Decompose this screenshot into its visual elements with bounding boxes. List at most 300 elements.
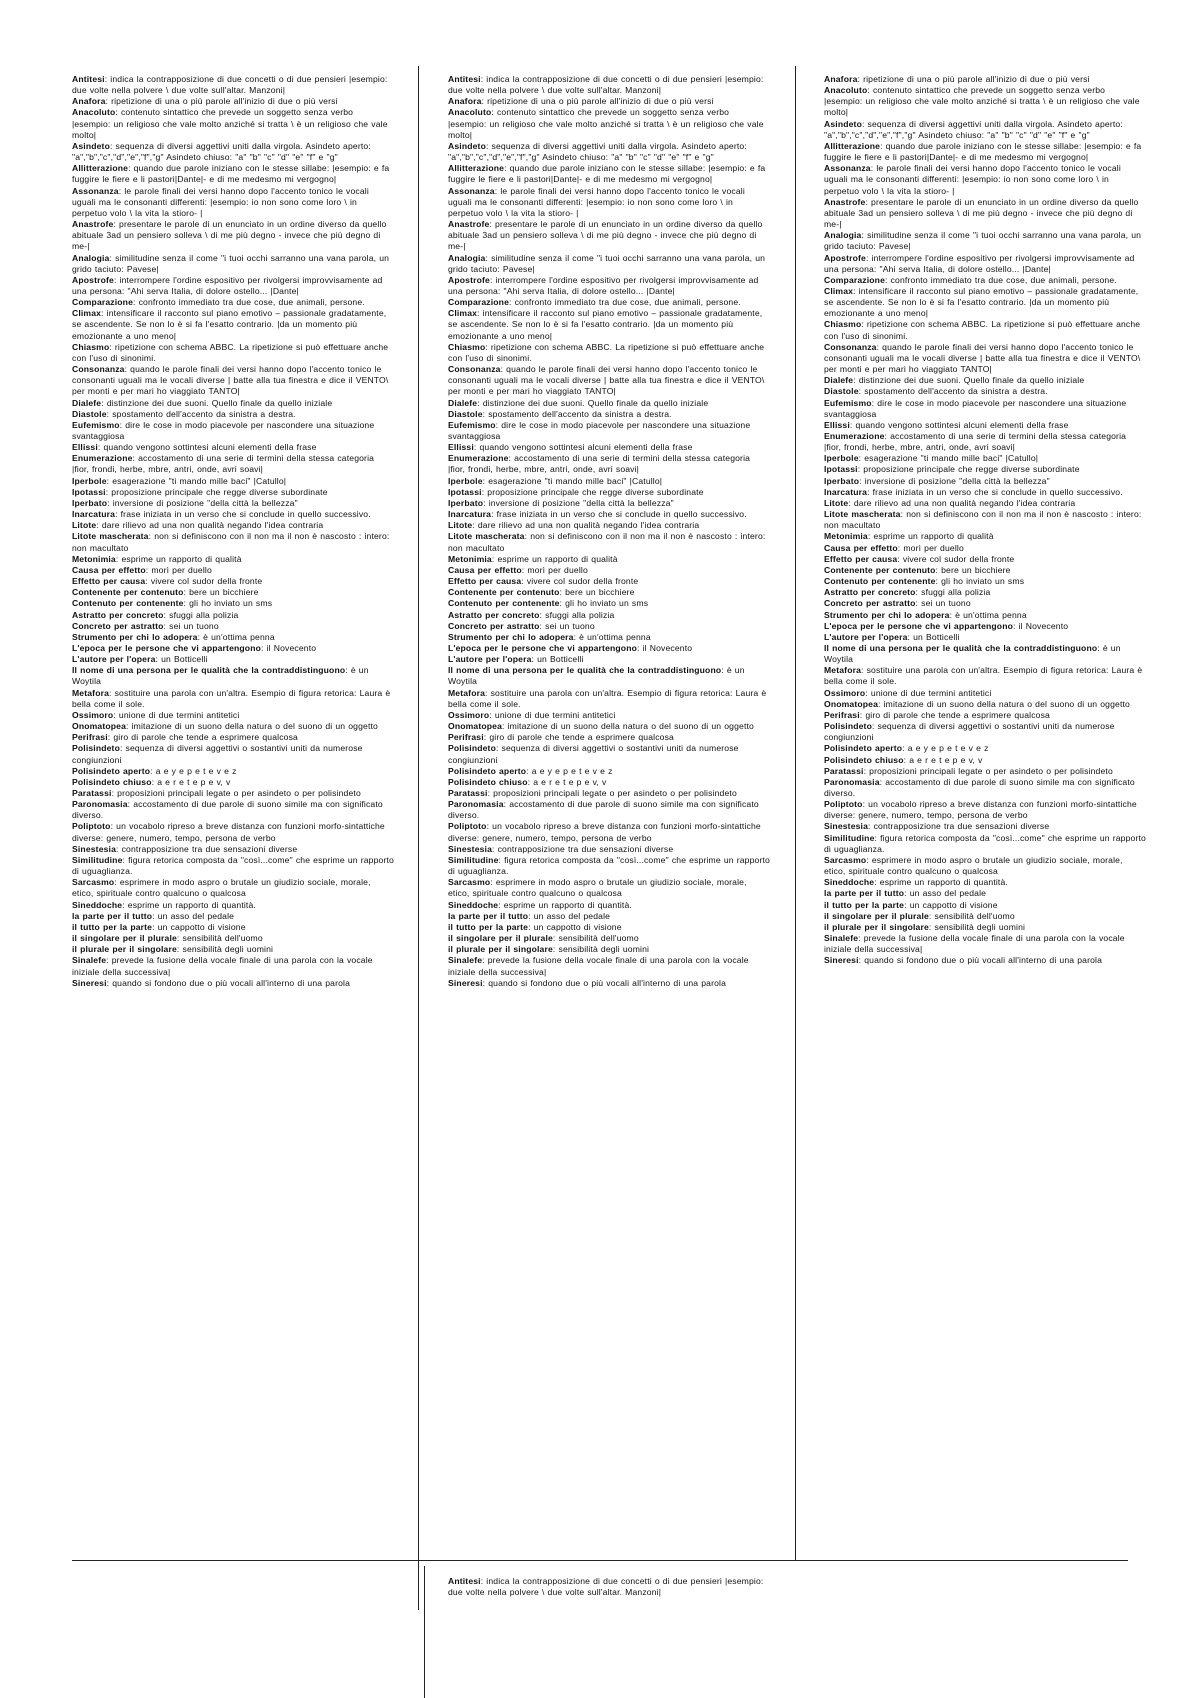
glossary-definition: ripetizione con schema ABBC. La ripetizione si può effettuare anche con l'uso di sinonimi. xyxy=(448,341,765,363)
glossary-entry xyxy=(448,978,770,989)
glossary-term: Eufemismo xyxy=(824,397,872,408)
glossary-term: Apostrofe xyxy=(448,274,490,285)
glossary-term: Anastrofe xyxy=(824,196,866,207)
glossary-entry xyxy=(448,420,770,442)
glossary-term: Sineddoche xyxy=(72,899,123,910)
term-separator: : xyxy=(902,743,908,754)
term-separator: : xyxy=(861,230,868,241)
glossary-term: Strumento per chi lo adopera xyxy=(824,609,950,620)
glossary-term: Causa per effetto xyxy=(448,564,522,575)
glossary-definition: dare rilievo ad una non qualità negando l'idea contraria xyxy=(101,520,324,531)
glossary-term: Sineddoche xyxy=(824,877,875,888)
term-separator: : xyxy=(503,799,510,810)
glossary-term: Sinalefe xyxy=(824,933,859,944)
glossary-term: Consonanza xyxy=(824,341,877,352)
glossary-entry xyxy=(448,710,770,721)
term-separator: : xyxy=(197,631,204,642)
glossary-definition: indica la contrapposizione di due concetti o di due pensieri |esempio: due volte nella polvere \ due volte sull'altar. Manzoni| xyxy=(448,1576,764,1598)
term-separator: : xyxy=(183,587,190,598)
glossary-entry xyxy=(824,877,1146,888)
glossary-term: la parte per il tutto xyxy=(824,888,905,899)
glossary-term: Sinestesia xyxy=(448,843,493,854)
glossary-definition: morì per duello xyxy=(903,542,964,553)
term-separator: : xyxy=(874,877,880,888)
glossary-definition: proposizione principale che regge diverse subordinate xyxy=(111,486,328,497)
term-separator: : xyxy=(867,531,874,542)
glossary-term: Polisindeto xyxy=(824,721,872,732)
glossary-term: il tutto per la parte xyxy=(824,899,905,910)
glossary-entry xyxy=(72,688,394,710)
glossary-definition: proposizione principale che regge diverse subordinate xyxy=(863,464,1080,475)
glossary-entry xyxy=(448,788,770,799)
glossary-definition: gli ho inviato un sms xyxy=(941,576,1025,587)
glossary-term: Ossimoro xyxy=(824,687,866,698)
glossary-definition: imitazione di un suono della natura o del suono di un oggetto xyxy=(131,721,378,732)
term-separator: : xyxy=(849,419,856,430)
glossary-term: Contenente per contenuto xyxy=(72,587,184,598)
glossary-term: Ipotassi xyxy=(824,464,858,475)
glossary-entry xyxy=(72,632,394,643)
glossary-term: Assonanza xyxy=(824,163,871,174)
glossary-entry xyxy=(72,253,394,275)
glossary-entry xyxy=(448,621,770,632)
glossary-term: Climax xyxy=(448,308,478,319)
glossary-entry xyxy=(824,74,1146,85)
glossary-entry xyxy=(448,911,770,922)
glossary-definition: prevede la fusione della vocale finale di una parola con la vocale iniziale della successiva| xyxy=(824,933,1125,955)
glossary-entry xyxy=(448,1576,770,1598)
glossary-entry xyxy=(72,665,394,687)
glossary-entry xyxy=(72,587,394,598)
glossary-entry xyxy=(72,777,394,788)
glossary-term: Causa per effetto xyxy=(824,542,898,553)
glossary-term: Ellissi xyxy=(824,419,850,430)
glossary-term: il singolare per il plurale xyxy=(824,910,929,921)
glossary-definition: vivere col sudor della fronte xyxy=(902,553,1015,564)
glossary-definition: proposizioni principali legate o per asindeto o per polisindeto xyxy=(869,765,1113,776)
glossary-entry xyxy=(448,476,770,487)
glossary-definition: un asso del pedale xyxy=(533,910,611,921)
glossary-term: Allitterazione xyxy=(448,163,505,174)
glossary-definition: un Botticelli xyxy=(537,654,584,665)
term-separator: : xyxy=(480,74,487,84)
glossary-definition: vivere col sudor della fronte xyxy=(526,576,639,587)
glossary-entry xyxy=(448,688,770,710)
glossary-definition: giro di parole che tende a esprimere qualcosa xyxy=(865,709,1050,720)
glossary-entry xyxy=(448,364,770,397)
glossary-definition: proposizioni principali legate o per asindeto o per polisindeto xyxy=(493,788,737,798)
glossary-term: Causa per effetto xyxy=(72,564,146,575)
term-separator: : xyxy=(176,933,183,944)
glossary-entry xyxy=(824,955,1146,966)
glossary-entry xyxy=(824,531,1146,542)
glossary-entry xyxy=(824,710,1146,721)
term-separator: : xyxy=(907,631,914,642)
glossary-entry xyxy=(824,476,1146,487)
term-separator: : xyxy=(480,1576,487,1586)
glossary-definition: contrapposizione tra due sensazioni diverse xyxy=(873,821,1050,832)
glossary-entry xyxy=(824,319,1146,341)
glossary-definition: esprime un rapporto di qualità xyxy=(121,553,242,564)
term-separator: : xyxy=(867,486,873,497)
glossary-definition: un Botticelli xyxy=(161,654,208,665)
glossary-entry xyxy=(824,286,1146,319)
glossary-entry xyxy=(72,710,394,721)
glossary-definition: spostamento dell'accento da sinistra a destra. xyxy=(112,408,296,419)
glossary-entry xyxy=(448,598,770,609)
glossary-definition: esprime un rapporto di qualità xyxy=(873,531,994,542)
glossary-term: Anacoluto xyxy=(824,85,868,96)
glossary-term: Sinalefe xyxy=(72,955,107,966)
term-separator: : xyxy=(866,854,872,865)
glossary-term: Polisindeto chiuso xyxy=(448,776,528,787)
glossary-definition: sei un tuono xyxy=(921,598,971,609)
glossary-definition: accostamento di due parole di suono simile ma con significato diverso. xyxy=(448,799,759,821)
glossary-entry xyxy=(448,665,770,687)
term-separator: : xyxy=(528,910,534,921)
glossary-term: Ipotassi xyxy=(72,486,106,497)
glossary-term: Poliptoto xyxy=(72,821,111,832)
glossary-term: Apostrofe xyxy=(824,252,866,263)
glossary-definition: spostamento dell'accento da sinistra a destra. xyxy=(864,386,1048,397)
glossary-definition: ripetizione di una o più parole all'inizio di due o più versi xyxy=(487,96,714,107)
term-separator: : xyxy=(857,74,864,84)
glossary-term: Diastole xyxy=(824,386,859,397)
term-separator: : xyxy=(885,274,891,285)
term-separator: : xyxy=(539,609,546,620)
term-separator: : xyxy=(491,107,497,118)
glossary-term: Inarcatura xyxy=(824,486,868,497)
glossary-definition: è un Woytila xyxy=(824,642,1121,665)
glossary-term: Perifrasi xyxy=(824,709,860,720)
term-separator: : xyxy=(552,933,559,944)
glossary-term: Eufemismo xyxy=(72,419,120,430)
glossary-term: il singolare per il plurale xyxy=(72,933,177,944)
glossary-term: Sarcasmo xyxy=(448,877,491,888)
glossary-term: Enumerazione xyxy=(824,431,885,441)
glossary-definition: unione di due termini antitetici xyxy=(118,709,240,720)
glossary-entry xyxy=(824,933,1146,955)
term-separator: : xyxy=(915,587,922,598)
glossary-term: Ipotassi xyxy=(448,486,482,497)
term-separator: : xyxy=(113,274,120,285)
term-separator: : xyxy=(521,564,528,575)
glossary-definition: un asso del pedale xyxy=(909,888,987,899)
term-separator: : xyxy=(1097,642,1103,653)
glossary-definition: frase iniziata in un verso che si conclude in quello successivo. xyxy=(496,509,747,520)
glossary-definition: unione di due termini antitetici xyxy=(870,687,992,698)
glossary-definition: le parole finali dei versi hanno dopo l'accento tonico le vocali uguali ma le consonanti differenti: |esempio: io non sono come loro \ in perpetuo volo \ la vita la stioro- | xyxy=(72,185,369,218)
glossary-entry xyxy=(72,74,394,96)
glossary-entry xyxy=(824,632,1146,643)
glossary-term: Polisindeto xyxy=(448,743,496,754)
glossary-definition: un vocabolo ripreso a breve distanza con funzioni morfo-sintattiche diverse: genere, numero, tempo, persona de verbo xyxy=(824,799,1137,821)
glossary-definition: dire le cose in modo piacevole per nascondere una situazione svantaggiosa xyxy=(448,419,751,441)
glossary-definition: esprime un rapporto di quantità. xyxy=(879,877,1008,888)
glossary-entry xyxy=(72,877,394,899)
glossary-term: Dialefe xyxy=(72,397,102,408)
glossary-definition: quando si fondono due o più vocali all'interno di una parola xyxy=(112,977,351,988)
glossary-entry xyxy=(72,96,394,107)
glossary-term: Paratassi xyxy=(448,788,488,798)
term-separator: : xyxy=(491,553,498,564)
term-separator: : xyxy=(115,553,122,564)
term-separator: : xyxy=(111,788,118,798)
glossary-term: Anacoluto xyxy=(448,107,492,118)
glossary-term: Iperbato xyxy=(824,475,860,486)
term-separator: : xyxy=(126,721,132,732)
glossary-definition: accostamento di due parole di suono simile ma con significato diverso. xyxy=(824,776,1135,798)
glossary-entry xyxy=(448,219,770,252)
term-separator: : xyxy=(110,821,117,832)
term-separator: : xyxy=(857,464,864,475)
glossary-term: Litote mascherata xyxy=(72,531,149,542)
term-separator: : xyxy=(897,542,904,553)
glossary-definition: quando vengono sottintesi alcuni elementi della frase xyxy=(103,442,317,453)
term-separator: : xyxy=(489,274,496,285)
glossary-definition: figura retorica composta da "così...come" che esprime un rapporto di uguaglianza. xyxy=(72,854,394,877)
glossary-definition: esprimere in modo aspro o brutale un giudizio sociale, morale, etico, spirituale contro qualcuno o qualcosa xyxy=(824,854,1123,877)
glossary-term: Onomatopea xyxy=(824,698,879,709)
glossary-definition: intensificare il racconto sul piano emotivo – passionale gradatamente, se ascendente. Se non lo è si fa l'esatto contrario. |da un momento più emozionante a uno meno| xyxy=(824,285,1139,319)
glossary-term: Analogia xyxy=(824,230,862,241)
term-separator: : xyxy=(878,698,884,709)
term-separator: : xyxy=(155,654,162,665)
glossary-term: Metonimia xyxy=(824,531,868,542)
glossary-entry xyxy=(448,531,770,553)
glossary-entry xyxy=(72,487,394,498)
glossary-entry xyxy=(448,554,770,565)
term-separator: : xyxy=(133,297,139,308)
term-separator: : xyxy=(495,743,502,754)
term-separator: : xyxy=(119,419,126,430)
glossary-definition: un asso del pedale xyxy=(157,910,235,921)
term-separator: : xyxy=(481,486,488,497)
glossary-entry xyxy=(824,755,1146,766)
term-separator: : xyxy=(472,520,478,531)
glossary-term: Polisindeto xyxy=(72,743,120,754)
glossary-entry xyxy=(824,821,1146,832)
column-divider-left xyxy=(418,66,419,1608)
term-separator: : xyxy=(482,408,489,419)
glossary-entry xyxy=(72,163,394,185)
glossary-term: Metafora xyxy=(448,687,486,698)
glossary-entry xyxy=(448,275,770,297)
glossary-definition: confronto immediato tra due cose, due animali, persone. xyxy=(890,274,1117,285)
glossary-definition: interrompere l'ordine espositivo per rivolgersi improvvisamente ad una persona: "Ahi serva Italia, di dolore ostello... |Dante| xyxy=(448,274,759,296)
glossary-definition: sensibilità degli uomini xyxy=(182,944,274,955)
glossary-entry xyxy=(824,766,1146,777)
glossary-entry xyxy=(72,732,394,743)
glossary-term: Metafora xyxy=(72,687,110,698)
glossary-entry xyxy=(448,186,770,219)
glossary-term: Diastole xyxy=(448,408,483,419)
glossary-term: L'autore per l'opera xyxy=(448,654,532,665)
glossary-definition: inversione di posizione "della città la bellezza" xyxy=(488,497,674,508)
term-separator: : xyxy=(124,364,131,375)
glossary-entry xyxy=(448,342,770,364)
glossary-entry xyxy=(72,721,394,732)
glossary-term: Anafora xyxy=(824,74,858,84)
term-separator: : xyxy=(524,531,531,542)
glossary-definition: esprime un rapporto di quantità. xyxy=(503,899,632,910)
term-separator: : xyxy=(261,642,267,653)
glossary-definition: a e r e t e p e v, v xyxy=(157,776,231,787)
term-separator: : xyxy=(482,977,489,988)
glossary-term: Litote mascherata xyxy=(824,509,901,520)
term-separator: : xyxy=(482,955,488,966)
glossary-entry xyxy=(824,576,1146,587)
term-separator: : xyxy=(897,553,903,564)
glossary-entry xyxy=(824,554,1146,565)
glossary-entry xyxy=(824,375,1146,386)
term-separator: : xyxy=(861,319,867,330)
glossary-term: Comparazione xyxy=(448,297,510,308)
glossary-definition: ripetizione con schema ABBC. La ripetizione si può effettuare anche con l'uso di sinonimi. xyxy=(824,319,1141,341)
glossary-entry xyxy=(448,877,770,899)
glossary-definition: esprime un rapporto di qualità xyxy=(497,553,618,564)
glossary-term: Asindeto xyxy=(448,140,486,151)
term-separator: : xyxy=(498,854,505,865)
glossary-definition: interrompere l'ordine espositivo per rivolgersi improvvisamente ad una persona: "Ahi serva Italia, di dolore ostello... |Dante| xyxy=(72,274,383,296)
glossary-entry xyxy=(824,888,1146,899)
term-separator: : xyxy=(485,252,492,263)
glossary-definition: similitudine senza il come "i tuoi occhi sarranno una vana parola, un grido taciuto: Pavese| xyxy=(824,230,1142,252)
glossary-term: Contenuto per contenente xyxy=(448,598,560,609)
term-separator: : xyxy=(935,576,942,587)
glossary-term: Analogia xyxy=(448,252,486,263)
glossary-term: Litote xyxy=(72,520,97,531)
glossary-term: il plurale per il singolare xyxy=(72,944,177,955)
glossary-definition: contrapposizione tra due sensazioni diverse xyxy=(121,843,298,854)
glossary-definition: frase iniziata in un verso che si conclude in quello successivo. xyxy=(120,509,371,520)
glossary-definition: sequenza di diversi aggettivi o sostantivi uniti da numerose congiunzioni xyxy=(72,743,363,765)
glossary-term: Il nome di una persona per le qualità che la contraddistinguono xyxy=(824,642,1098,653)
glossary-definition: il Novecento xyxy=(266,642,317,653)
term-separator: : xyxy=(539,620,546,631)
glossary-term: Ellissi xyxy=(72,442,98,453)
glossary-term: Asindeto xyxy=(72,140,110,151)
term-separator: : xyxy=(145,564,152,575)
term-separator: : xyxy=(122,854,129,865)
glossary-term: Litote xyxy=(824,497,849,508)
glossary-term: Litote xyxy=(448,520,473,531)
glossary-term: L'epoca per le persone che vi appartengono xyxy=(824,620,1013,631)
glossary-term: il plurale per il singolare xyxy=(448,944,553,955)
glossary-term: Concreto per astratto xyxy=(824,598,916,609)
glossary-entry xyxy=(72,520,394,531)
term-separator: : xyxy=(113,709,119,720)
glossary-definition: vivere col sudor della fronte xyxy=(150,576,263,587)
glossary-entry xyxy=(824,598,1146,609)
term-separator: : xyxy=(487,788,494,798)
glossary-entry xyxy=(72,922,394,933)
glossary-term: Chiasmo xyxy=(824,319,862,330)
term-separator: : xyxy=(928,910,935,921)
glossary-definition: dare rilievo ad una non qualità negando l'idea contraria xyxy=(477,520,700,531)
glossary-entry xyxy=(72,788,394,799)
term-separator: : xyxy=(1013,620,1019,631)
glossary-entry xyxy=(448,777,770,788)
glossary-entry xyxy=(824,911,1146,922)
glossary-term: Sineresi xyxy=(448,977,483,988)
glossary-definition: sostituire una parola con un'altra. Esempio di figura retorica: Laura è bella come il sole. xyxy=(448,687,767,709)
glossary-entry xyxy=(72,766,394,777)
glossary-entry xyxy=(824,565,1146,576)
glossary-entry xyxy=(72,933,394,944)
glossary-entry xyxy=(448,610,770,621)
glossary-entry xyxy=(448,297,770,308)
glossary-definition: accostamento di una serie di termini della stessa categoria |fior, frondi, herbe, mbre, antri, onde, avri soavi| xyxy=(448,453,751,475)
glossary-entry xyxy=(448,565,770,576)
horizontal-divider xyxy=(72,1560,1128,1561)
term-separator: : xyxy=(865,687,871,698)
glossary-definition: giro di parole che tende a esprimere qualcosa xyxy=(489,732,674,743)
glossary-entry xyxy=(824,487,1146,498)
glossary-entry xyxy=(824,543,1146,554)
glossary-term: L'epoca per le persone che vi appartengono xyxy=(72,642,261,653)
term-separator: : xyxy=(485,341,491,352)
glossary-definition: le parole finali dei versi hanno dopo l'accento tonico le vocali uguali ma le consonanti differenti: |esempio: io non sono come loro \ in perpetuo volo \ la vita la stioro- | xyxy=(448,185,745,218)
term-separator: : xyxy=(853,375,859,386)
glossary-definition: a e y e p e t e v e z xyxy=(907,743,989,754)
term-separator: : xyxy=(101,397,107,408)
term-separator: : xyxy=(552,944,559,955)
term-separator: : xyxy=(853,285,859,296)
glossary-term: Iperbato xyxy=(72,497,108,508)
term-separator: : xyxy=(880,140,886,151)
glossary-term: la parte per il tutto xyxy=(72,910,153,921)
glossary-entry xyxy=(448,933,770,944)
continuation-divider-long xyxy=(424,1566,425,1698)
term-separator: : xyxy=(345,665,351,676)
glossary-entry xyxy=(448,96,770,107)
glossary-entry xyxy=(824,721,1146,743)
term-separator: : xyxy=(494,185,501,196)
term-separator: : xyxy=(559,598,566,609)
glossary-term: Sineddoche xyxy=(448,899,499,910)
glossary-term: Effetto per causa xyxy=(72,576,146,587)
glossary-definition: sfuggi alla polizia xyxy=(169,609,239,620)
glossary-term: Polisindeto aperto xyxy=(824,743,903,754)
term-separator: : xyxy=(498,899,504,910)
glossary-definition: ripetizione di una o più parole all'inizio di due o più versi xyxy=(111,96,338,107)
glossary-definition: un cappotto di visione xyxy=(157,921,246,932)
term-separator: : xyxy=(904,888,910,899)
glossary-term: Similitudine xyxy=(824,832,875,843)
glossary-definition: è un'ottima penna xyxy=(955,609,1027,620)
glossary-definition: quando due parole iniziano con le stesse sillabe: |esempio: e fa fuggire le fiere e li pastori|Dante|- e di me medesmo mi vergogno| xyxy=(824,140,1142,163)
glossary-entry xyxy=(72,610,394,621)
glossary-definition: un cappotto di visione xyxy=(533,921,622,932)
glossary-definition: indica la contrapposizione di due concetti o di due pensieri |esempio: due volte nella polvere \ due volte sull'altar. Manzoni| xyxy=(72,74,388,96)
glossary-entry xyxy=(72,955,394,977)
term-separator: : xyxy=(106,408,113,419)
term-separator: : xyxy=(859,709,866,720)
glossary-term: Dialefe xyxy=(448,397,478,408)
glossary-term: Sineresi xyxy=(72,977,107,988)
term-separator: : xyxy=(859,475,865,486)
glossary-term: il tutto per la parte xyxy=(72,921,153,932)
glossary-definition: a e r e t e p e v, v xyxy=(909,754,983,765)
glossary-term: Similitudine xyxy=(448,854,499,865)
glossary-entry xyxy=(824,498,1146,509)
term-separator: : xyxy=(104,74,111,84)
glossary-entry xyxy=(448,487,770,498)
glossary-entry xyxy=(448,799,770,821)
term-separator: : xyxy=(152,910,158,921)
glossary-entry xyxy=(72,476,394,487)
